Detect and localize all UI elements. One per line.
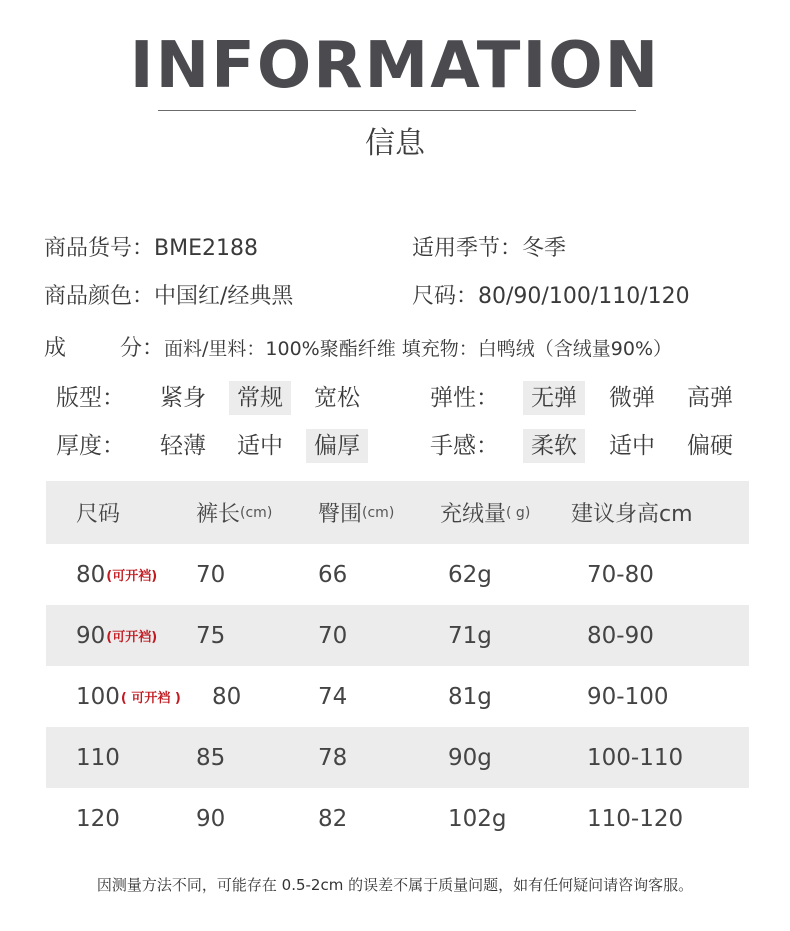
size-cell: 100 ( 可开裆 ): [76, 683, 181, 710]
size-cell: 90 (可开裆): [76, 622, 158, 649]
hip-cell: 82: [318, 805, 348, 832]
size-label: 尺码：: [412, 284, 479, 309]
measurement-disclaimer: 因测量方法不同，可能存在 0.5-2cm 的误差不属于质量问题，如有任何疑问请咨询客服。: [96, 876, 694, 894]
fit-option-loose: 宽松: [314, 385, 360, 411]
header-hip: 臀围 (cm): [318, 502, 395, 527]
down-fill-cell: 62g: [448, 561, 492, 588]
elasticity-option-high: 高弹: [687, 385, 733, 411]
item-number-label: 商品货号：: [44, 236, 155, 261]
season-label: 适用季节：: [412, 236, 523, 261]
thickness-option-thick: 偏厚: [306, 429, 368, 463]
color-value: 中国红/经典黑: [154, 284, 294, 309]
size-value: 80/90/100/110/120: [478, 284, 690, 309]
down-fill-cell: 90g: [448, 744, 492, 771]
item-number-value: BME2188: [154, 236, 258, 261]
elasticity-option-none: 无弹: [523, 381, 585, 415]
composition-label-second: 分：: [120, 336, 165, 361]
hip-cell: 78: [318, 744, 348, 771]
height-cell: 80-90: [587, 622, 654, 649]
thickness-option-thin: 轻薄: [160, 433, 206, 459]
down-fill-cell: 71g: [448, 622, 492, 649]
header-size: 尺码: [76, 502, 121, 527]
composition-value: 面料/里料：100%聚酯纤维 填充物：白鸭绒（含绒量90%）: [164, 338, 673, 360]
feel-label: 手感：: [430, 433, 499, 459]
crotch-opening-tag: (可开裆): [106, 569, 158, 584]
thickness-label: 厚度：: [56, 433, 125, 459]
elasticity-option-slight: 微弹: [609, 385, 655, 411]
length-cell: 80: [212, 683, 242, 710]
table-row: [46, 544, 749, 605]
length-cell: 90: [196, 805, 226, 832]
size-list-row: [412, 282, 690, 312]
title-divider: [158, 110, 636, 111]
feel-option-soft: 柔软: [523, 429, 585, 463]
fit-option-slim: 紧身: [160, 385, 206, 411]
page-title: INFORMATION: [129, 29, 661, 103]
size-table: [46, 481, 749, 849]
crotch-opening-tag: ( 可开裆 ): [120, 691, 181, 706]
feel-option-firm: 偏硬: [687, 433, 733, 459]
hip-cell: 70: [318, 622, 348, 649]
composition-detail: [120, 334, 672, 364]
header-down-fill: 充绒量 ( g): [440, 502, 531, 527]
size-cell: 80 (可开裆): [76, 561, 158, 588]
page-subtitle: 信息: [365, 126, 425, 161]
composition-row: [44, 334, 66, 364]
height-cell: 70-80: [587, 561, 654, 588]
table-row: [46, 605, 749, 666]
table-row: [46, 727, 749, 788]
elasticity-label: 弹性：: [430, 385, 499, 411]
down-fill-cell: 81g: [448, 683, 492, 710]
item-number-row: [44, 234, 258, 264]
hip-cell: 66: [318, 561, 348, 588]
table-row: [46, 666, 749, 727]
height-cell: 110-120: [587, 805, 684, 832]
feel-option-medium: 适中: [609, 433, 655, 459]
table-row: [46, 788, 749, 849]
table-header-row: [46, 481, 749, 544]
color-row: [44, 282, 293, 312]
length-cell: 85: [196, 744, 226, 771]
fit-option-regular: 常规: [229, 381, 291, 415]
season-value: 冬季: [522, 236, 567, 261]
size-cell: 120: [76, 805, 120, 832]
fit-label: 版型：: [56, 385, 125, 411]
height-cell: 90-100: [587, 683, 669, 710]
down-fill-cell: 102g: [448, 805, 507, 832]
composition-label-first: 成: [44, 336, 67, 361]
height-cell: 100-110: [587, 744, 684, 771]
length-cell: 75: [196, 622, 226, 649]
header-length: 裤长 (cm): [196, 502, 273, 527]
season-row: [412, 234, 566, 264]
thickness-option-medium: 适中: [237, 433, 283, 459]
header-height: 建议身高cm: [571, 502, 693, 527]
length-cell: 70: [196, 561, 226, 588]
size-cell: 110: [76, 744, 120, 771]
color-label: 商品颜色：: [44, 284, 155, 309]
hip-cell: 74: [318, 683, 348, 710]
crotch-opening-tag: (可开裆): [106, 630, 158, 645]
